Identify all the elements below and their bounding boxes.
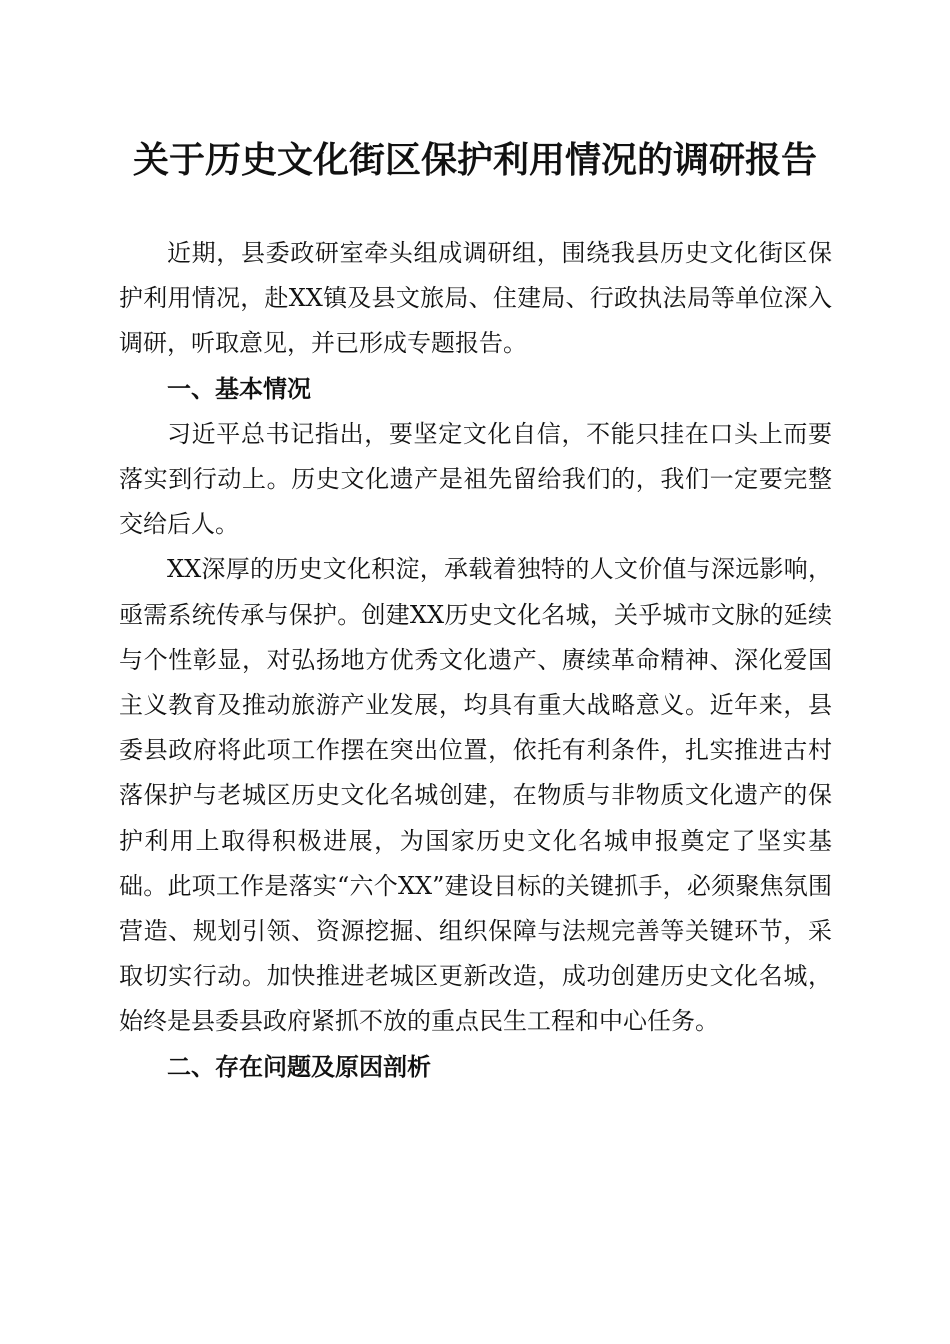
intro-paragraph: 近期，县委政研室牵头组成调研组，围绕我县历史文化街区保护利用情况，赴XX镇及县文旅局、住建局、行政执法局等单位深入调研，听取意见，并已形成专题报告。 (119, 239, 832, 358)
document-title: 关于历史文化街区保护利用情况的调研报告 (132, 139, 817, 181)
section-heading-basic-situation: 一、基本情况 (167, 374, 311, 403)
section1-paragraph-quote: 习近平总书记指出，要坚定文化自信，不能只挂在口头上而要落实到行动上。历史文化遗产是祖先留给我们的，我们一定要完整交给后人。 (119, 419, 832, 539)
section1-paragraph-main: XX深厚的历史文化积淀，承载着独特的人文价值与深远影响，亟需系统传承与保护。创建XX历史文化名城，关乎城市文脉的延续与个性彰显，对弘扬地方优秀文化遗产、赓续革命精神、深化爱国主义教育及推动旅游产业发展，均具有重大战略意义。近年来，县委县政府将此项工作摆在突出位置，依托有利条件，扎实推进古村落保护与老城区历史文化名城创建，在物质与非物质文化遗产的保护利用上取得积极进展，为国家历史文化名城申报奠定了坚实基础。此项工作是落实“六个XX”建设目标的关键抓手，必须聚焦氛围营造、规划引领、资源挖掘、组织保障与法规完善等关键环节，采取切实行动。加快推进老城区更新改造，成功创建历史文化名城，始终是县委县政府紧抓不放的重点民生工程和中心任务。 (119, 555, 832, 1036)
document-body (119, 231, 832, 1090)
section-heading-problems: 二、存在问题及原因剖析 (167, 1052, 431, 1081)
